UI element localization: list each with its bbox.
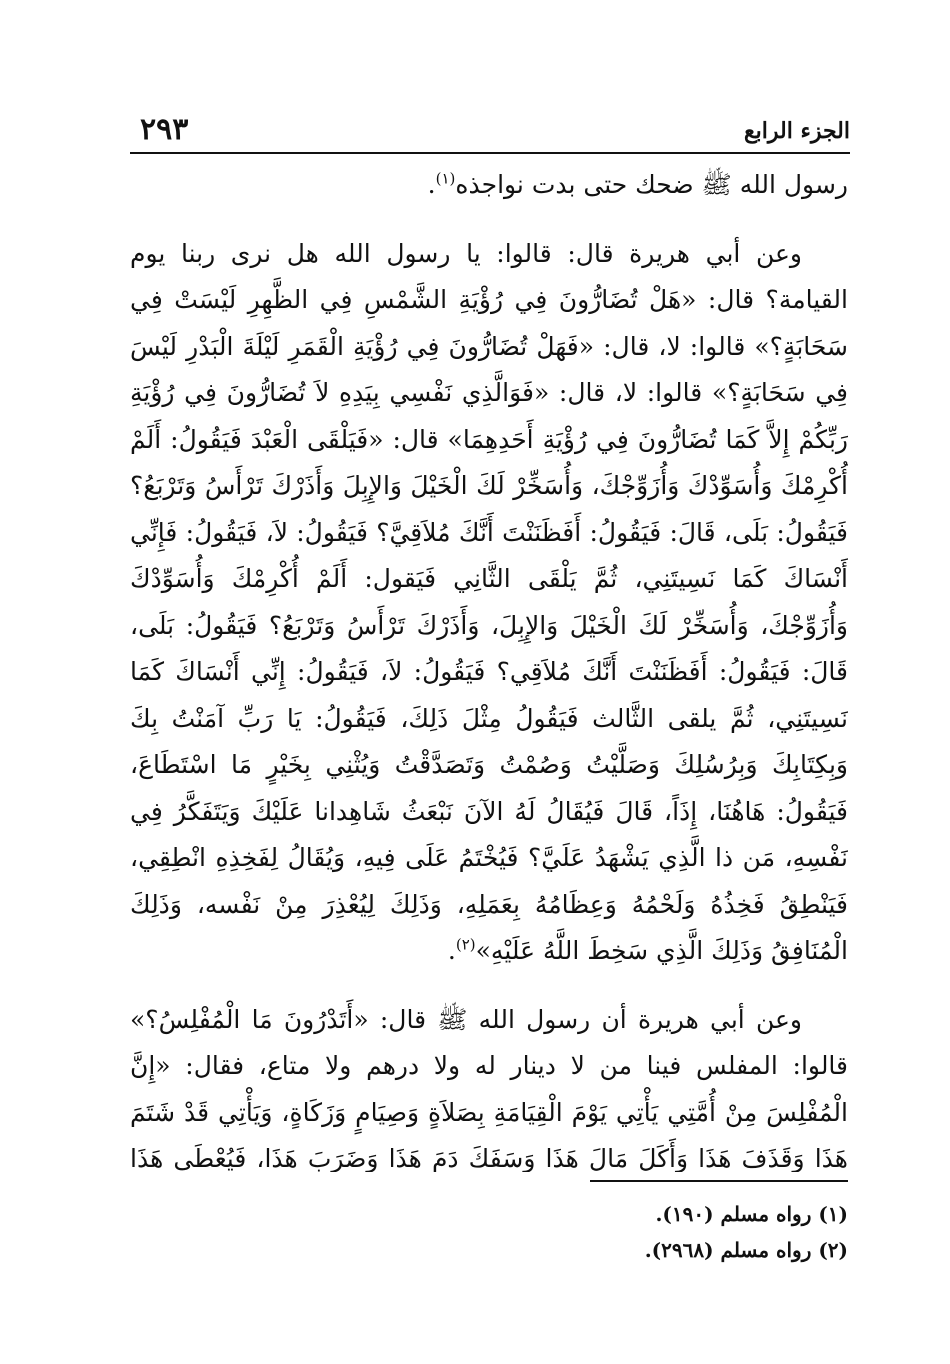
header-rule [130,152,850,154]
footnote-ref-1: (١) [435,169,456,188]
footnotes [130,1196,848,1268]
footnote-2: (٢) رواه مسلم (٢٩٦٨). [644,1238,848,1262]
footnote-rule [590,1180,848,1182]
paragraph-2-text: وعن أبي هريرة قال: قالوا: يا رسول الله هل نرى ربنا يوم القيامة؟ قال: «هَلْ تُضَارُّونَ فِي رُؤْيَةِ الشَّمْسِ فِي الظَّهِرِ لَيْسَتْ فِي سَحَابَةٍ؟» قالوا: لا، قال: «فَهَلْ تُضَارُّونَ فِي رُؤْيَةِ الْقَمَرِ لَيْلَةَ الْبَدْرِ لَيْسَ فِي سَحَابَةٍ؟» قالوا: لا، قال: «فَوَالَّذِي نَفْسِي بِيَدِهِ لاَ تُضَارُّونَ فِي رُؤْيَةِ رَبِّكُمْ إِلاَّ كَمَا تُضَارُّونَ فِي رُؤْيَةِ أَحَدِهِمَا» قال: «فَيَلْقَى الْعَبْدَ فَيَقُولُ: أَلَمْ أُكْرِمْكَ وَأُسَوِّدْكَ وَأُزَوِّجْكَ، وَأُسَخِّرْ لَكَ الْخَيْلَ وَالإِبِلَ وَأَذَرْكَ تَرْأَسُ وَتَرْبَعُ؟ فَيَقُولُ: بَلَى، قَالَ: فَيَقُولُ: أَفَظَنَنْتَ أَنَّكَ مُلاَقِيَّ؟ فَيَقُولُ: لاَ، فَيَقُولُ: فَإِنِّي أَنْسَاكَ كَمَا نَسِيتَنِي، ثُمَّ يَلْقَى الثَّانِي فَيَقول: أَلَمْ أُكْرِمْكَ وَأُسَوِّدْكَ وَأُزَوِّجْكَ، وَأُسَخِّرْ لَكَ الْخَيْلَ وَالإِبِلَ، وَأَذَرْكَ تَرْأَسُ وَتَرْبَعُ؟ فَيَقُولُ: بَلَى، قَالَ: فَيَقُولُ: أَفَظَنَنْتَ أَنَّكَ مُلاَقِي؟ فَيَقُولُ: لاَ، فَيَقُولُ: إِنِّي أَنْسَاكَ كَمَا نَسِيتَنِي، ثُمَّ يلقى الثَّالث فَيَقُولُ مِثْلَ ذَلِكَ، فَيَقُولُ: يَا رَبِّ آمَنْتُ بِكَ وَبِكِتَابِكَ وَبِرُسُلِكَ وَصَلَّيْتُ وَصُمْتُ وَتَصَدَّقْتُ وَيُثْنِي بِخَيْرٍ مَا اسْتَطَاعَ، فَيَقُولُ: هَاهُنَا، إِذَاً، قَالَ فَيُقَالُ لَهُ الآنَ نَبْعَثُ شَاهِدانا عَلَيْكَ وَيَتَفَكَّرُ فِي نَفْسِهِ، مَن ذا الَّذِي يَشْهَدُ عَلَيَّ؟ فَيُخْتَمُ عَلَى فِيهِ، وَيُقَالُ لِفَخِذِهِ انْطِقِي، فَيَنْطِقُ فَخِذُهُ وَلَحْمُهُ وَعِظَامُهُ بِعَمَلِهِ، وَذَلِكَ لِيُعْذِرَ مِنْ نَفْسه، وَذَلِكَ الْمُنَافِقُ وَذَلِكَ الَّذِي سَخِطَ اللَّهُ عَلَيْهِ» [130,238,848,965]
paragraph-1-end: . [427,170,436,199]
paragraph-2-end: . [447,936,456,965]
chapter-title: الجزء الرابع [743,118,850,144]
main-text [130,162,848,1172]
paragraph-continued [130,162,848,209]
footnote-ref-2: (٢) [455,935,476,954]
paragraph-1-text: رسول الله ﷺ ضحك حتى بدت نواجذه [455,170,848,199]
paragraph-hadith-vision [130,231,848,975]
paragraph-3-text: وعن أبي هريرة أن رسول الله ﷺ قال: «أَتَدْرُونَ مَا الْمُفْلِسُ؟» قالوا: المفلس فينا من لا دينار له ولا درهم ولا متاع، فقال: «إِنَّ الْمُفْلِسَ مِنْ أُمَّتِي يَأْتِي يَوْمَ الْقِيَامَةِ بِصَلاَةٍ وَصِيَامٍ وَزَكَاةٍ، وَيَأْتِي قَدْ شَتَمَ هَذَا وَقَذَفَ هَذَا وَأَكَلَ مَالَ هَذَا وَسَفَكَ دَمَ هَذَا وَضَرَبَ هَذَا، فَيُعْطَى هَذَا [130,1004,848,1172]
paragraph-hadith-bankrupt [130,997,848,1173]
page-header [130,108,850,150]
page-number: ٢٩٣ [140,112,189,147]
footnote-1: (١) رواه مسلم (١٩٠). [655,1202,848,1226]
